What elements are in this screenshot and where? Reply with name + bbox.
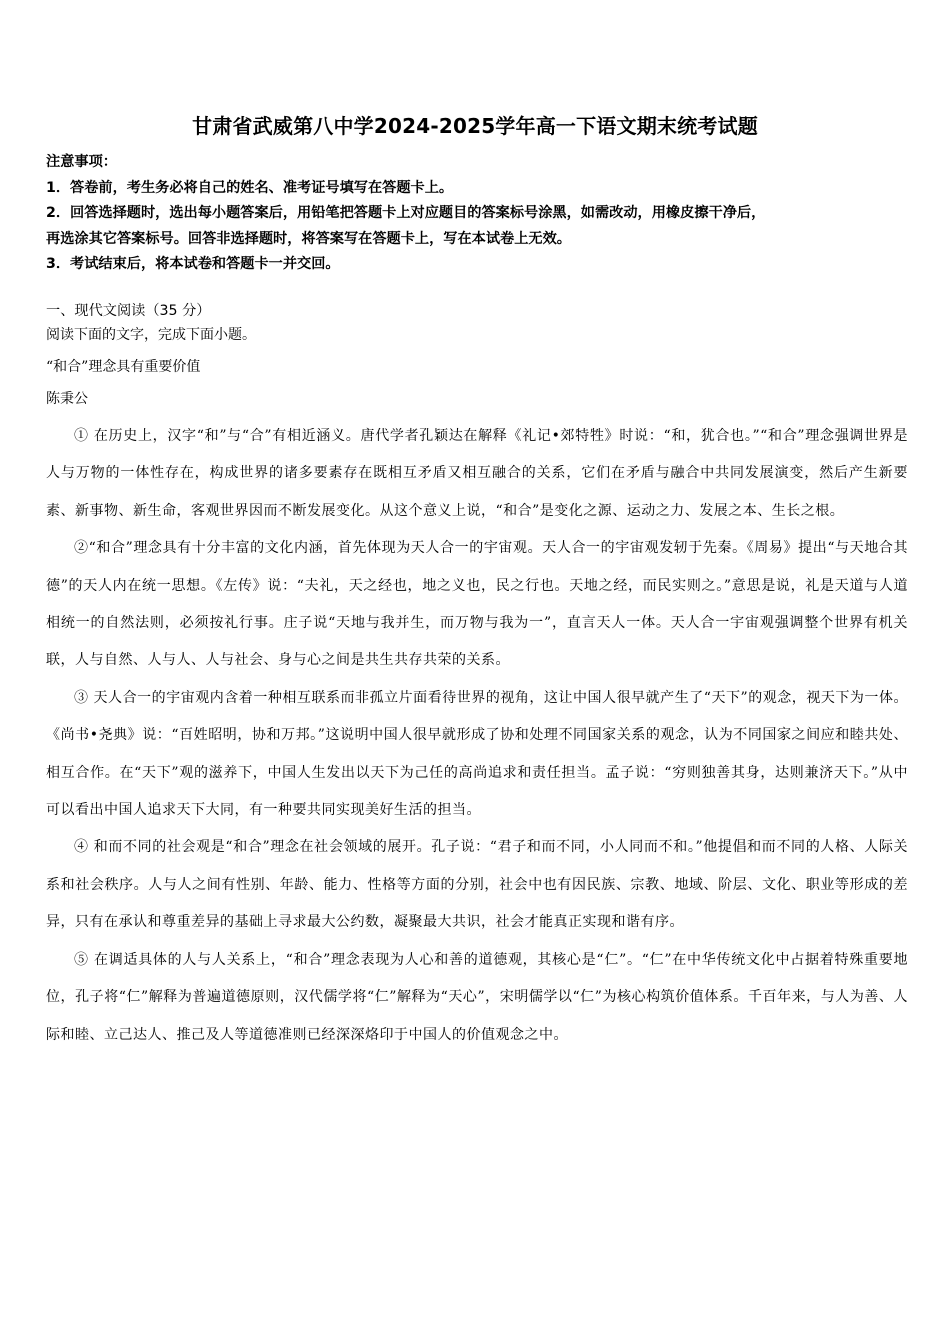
notice-item: 2．回答选择题时，选出每小题答案后，用铅笔把答题卡上对应题目的答案标号涂黑，如需改动，用橡皮擦干净后， [46,205,766,222]
article-paragraph: ⑤ 在调适具体的人与人关系上，“和合”理念表现为人心和善的道德观，其核心是“仁”。“仁”在中华传统文化中占据着特殊重要地位，孔子将“仁”解释为普遍道德原则，汉代儒学将“仁”解释为“天心”，宋明儒学以“仁”为核心构筑价值体系。千百年来，与人为善、人际和睦、立己达人、推己及人等道德准则已经深深烙印于中国人的价值观念之中。 [46,951,908,1043]
section-modern-reading [46,300,908,1054]
notice-heading: 注意事项： [46,154,117,170]
article-author: 陈秉公 [46,391,88,407]
notice-item: 再选涂其它答案标号。回答非选择题时，将答案写在答题卡上，写在本试卷上无效。 [46,230,571,247]
reading-instruction: 阅读下面的文字，完成下面小题。 [46,327,256,343]
article-paragraph: ④ 和而不同的社会观是“和合”理念在社会领域的展开。孔子说：“君子和而不同，小人同而不和。”他提倡和而不同的人格、人际关系和社会秩序。人与人之间有性别、年龄、能力、性格等方面的分别，社会中也有因民族、宗教、地域、阶层、文化、职业等形成的差异，只有在承认和尊重差异的基础上寻求最大公约数，凝聚最大共识，社会才能真正实现和谐有序。 [46,839,908,931]
article-title: “和合”理念具有重要价值 [46,359,201,375]
notice-item: 1．答卷前，考生务必将自己的姓名、准考证号填写在答题卡上。 [46,179,454,196]
article-paragraph: ① 在历史上，汉字“和”与“合”有相近涵义。唐代学者孔颖达在解释《礼记•郊特牲》时说：“和，犹合也。”“和合”理念强调世界是人与万物的一体性存在，构成世界的诸多要素存在既相互矛盾又相互融合的关系，它们在矛盾与融合中共同发展演变，然后产生新要素、新事物、新生命，客观世界因而不断发展变化。从这个意义上说，“和合”是变化之源、运动之力、发展之本、生长之根。 [46,428,908,519]
notice-item: 3．考试结束后，将本试卷和答题卡一并交回。 [46,256,340,273]
section-heading: 一、现代文阅读（35 分） [46,303,211,319]
article-body [46,418,908,1054]
article-paragraph: ②“和合”理念具有十分丰富的文化内涵，首先体现为天人合一的宇宙观。天人合一的宇宙观发轫于先秦。《周易》提出“与天地合其德”的天人内在统一思想。《左传》说：“夫礼，天之经也，地之义也，民之行也。天地之经，而民实则之。”意思是说，礼是天道与人道相统一的自然法则，必须按礼行事。庄子说“天地与我并生，而万物与我为一”，直言天人一体。天人合一宇宙观强调整个世界有机关联，人与自然、人与人、人与社会、身与心之间是共生共存共荣的关系。 [46,540,908,669]
notice-block [46,150,908,278]
article-paragraph: ③ 天人合一的宇宙观内含着一种相互联系而非孤立片面看待世界的视角，这让中国人很早就产生了“天下”的观念，视天下为一体。《尚书•尧典》说：“百姓昭明，协和万邦。”这说明中国人很早就形成了协和处理不同国家关系的观念，认为不同国家之间应和睦共处、相互合作。在“天下”观的滋养下，中国人生发出以天下为己任的高尚追求和责任担当。孟子说：“穷则独善其身，达则兼济天下。”从中可以看出中国人追求天下大同，有一种要共同实现美好生活的担当。 [46,689,908,819]
page-title: 甘肃省武威第八中学2024-2025学年高一下语文期末统考试题 [192,114,758,138]
